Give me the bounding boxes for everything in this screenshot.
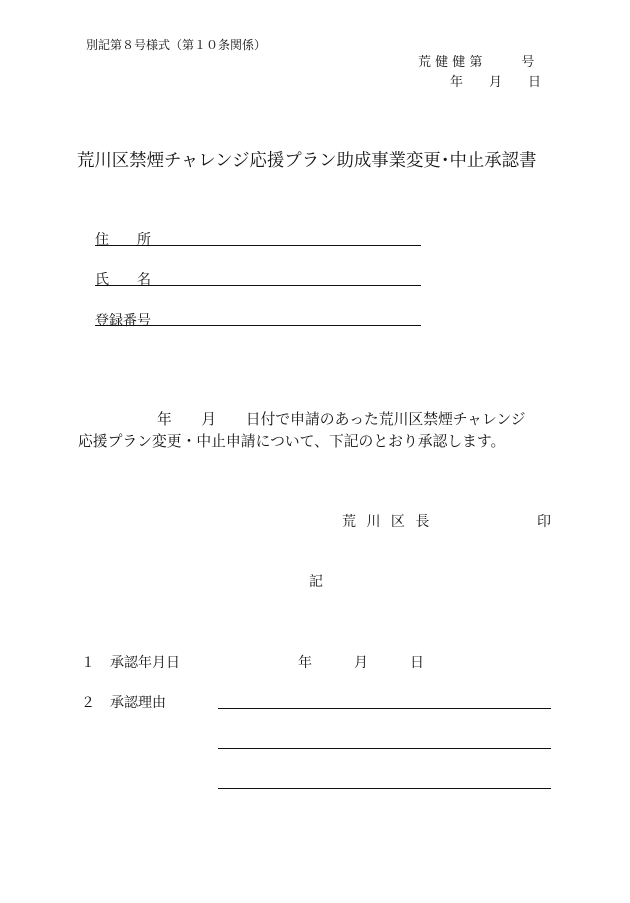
form-identifier: 別記第８号様式（第１０条関係） [86,38,267,52]
document-date: 年 月 日 [450,75,542,90]
document-title: 荒川区禁煙チャレンジ応援プラン助成事業変更･中止承認書 [77,151,537,171]
issuer-title: 荒 川 区 長 [342,514,433,530]
approval-statement-line-2: 応援プラン変更・中止申請について、下記のとおり承認します。 [78,433,506,450]
address-field[interactable] [95,245,421,246]
approval-reason-line-1[interactable] [218,708,551,709]
item-number-1: １ [81,655,95,671]
approval-date-label: 承認年月日 [110,655,180,671]
ki-heading: 記 [309,574,323,590]
name-field[interactable] [95,285,421,286]
approval-statement-line-1: 年 月 日付で申請のあった荒川区禁煙チャレンジ [157,411,526,428]
document-number: 荒 健 健 第 号 [418,55,535,70]
approval-reason-label: 承認理由 [110,695,166,711]
approval-statement [78,409,553,453]
name-label: 氏 名 [95,272,151,288]
address-label: 住 所 [95,232,151,248]
approval-reason-line-3[interactable] [218,788,551,789]
item-number-2: ２ [81,695,95,711]
registration-number-label: 登録番号 [95,313,151,329]
seal-mark: 印 [537,514,551,530]
approval-reason-line-2[interactable] [218,748,551,749]
approval-date-value: 年 月 日 [298,655,424,671]
registration-number-field[interactable] [95,325,421,326]
